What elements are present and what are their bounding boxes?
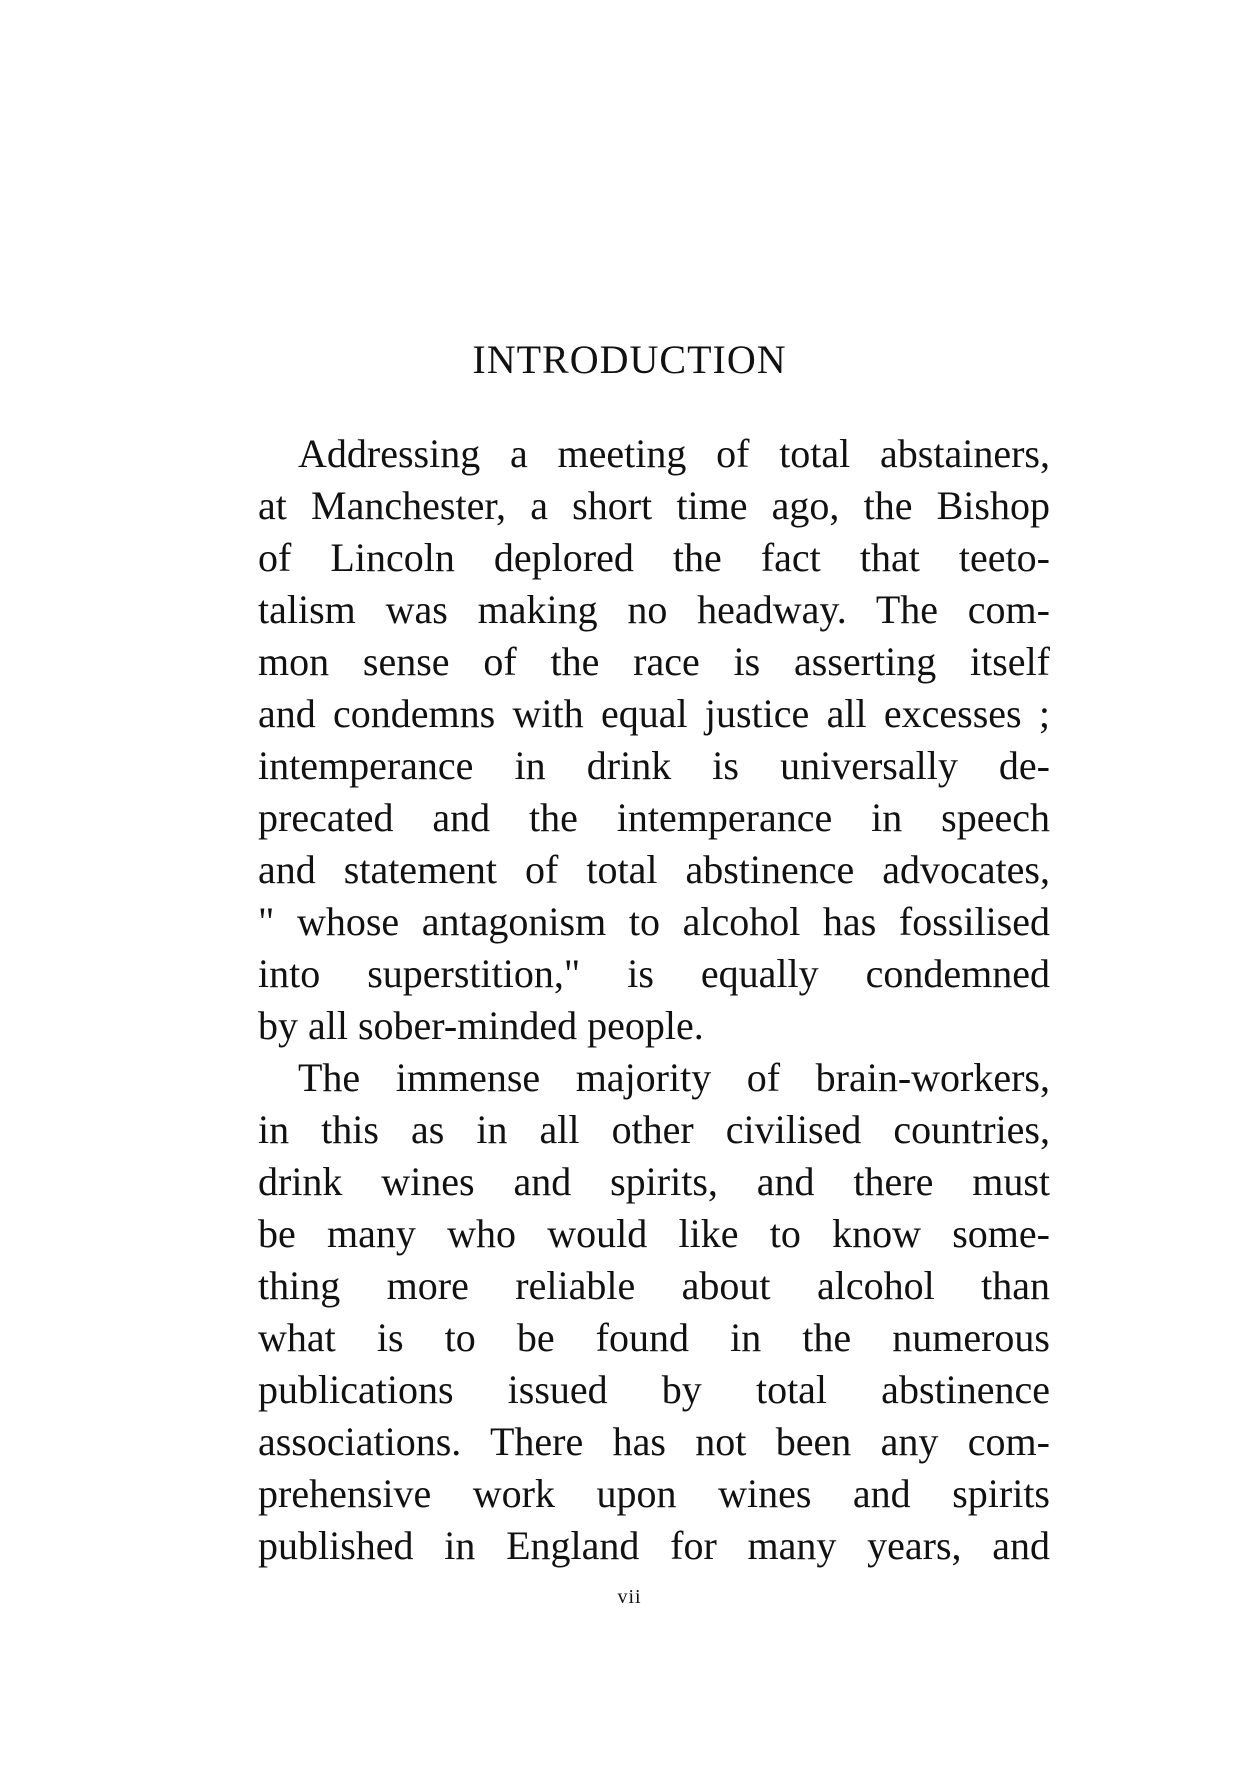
text-line: prehensive work upon wines and spirits: [258, 1471, 1050, 1516]
text-line: by all sober-minded people.: [258, 1003, 704, 1048]
text-line: be many who would like to know some-: [258, 1211, 1050, 1256]
text-line: The immense majority of brain-workers,: [298, 1055, 1050, 1100]
text-line: talism was making no headway. The com-: [258, 587, 1050, 632]
text-line: Addressing a meeting of total abstainers,: [298, 431, 1050, 476]
text-line: publications issued by total abstinence: [258, 1367, 1050, 1412]
text-line: what is to be found in the numerous: [258, 1315, 1050, 1360]
text-line: and statement of total abstinence advocates,: [258, 847, 1050, 892]
text-line: published in England for many years, and: [258, 1523, 1050, 1568]
text-line: drink wines and spirits, and there must: [258, 1159, 1050, 1204]
text-line: at Manchester, a short time ago, the Bishop: [258, 483, 1050, 528]
text-line: into superstition," is equally condemned: [258, 951, 1050, 996]
text-line: and condemns with equal justice all excesses ;: [258, 691, 1050, 736]
text-line: associations. There has not been any com-: [258, 1419, 1050, 1464]
text-line: precated and the intemperance in speech: [258, 795, 1050, 840]
text-line: thing more reliable about alcohol than: [258, 1263, 1050, 1308]
text-line: mon sense of the race is asserting itself: [258, 639, 1050, 684]
paragraph-1: [258, 428, 1050, 1052]
chapter-title: INTRODUCTION: [472, 337, 787, 382]
text-line: of Lincoln deplored the fact that teeto-: [258, 535, 1050, 580]
page-number: vii: [617, 1586, 642, 1608]
text-line: intemperance in drink is universally de-: [258, 743, 1050, 788]
text-line: " whose antagonism to alcohol has fossilised: [258, 899, 1050, 944]
body-text: [258, 428, 1050, 1572]
text-line: in this as in all other civilised countries,: [258, 1107, 1050, 1152]
paragraph-2: [258, 1052, 1050, 1572]
